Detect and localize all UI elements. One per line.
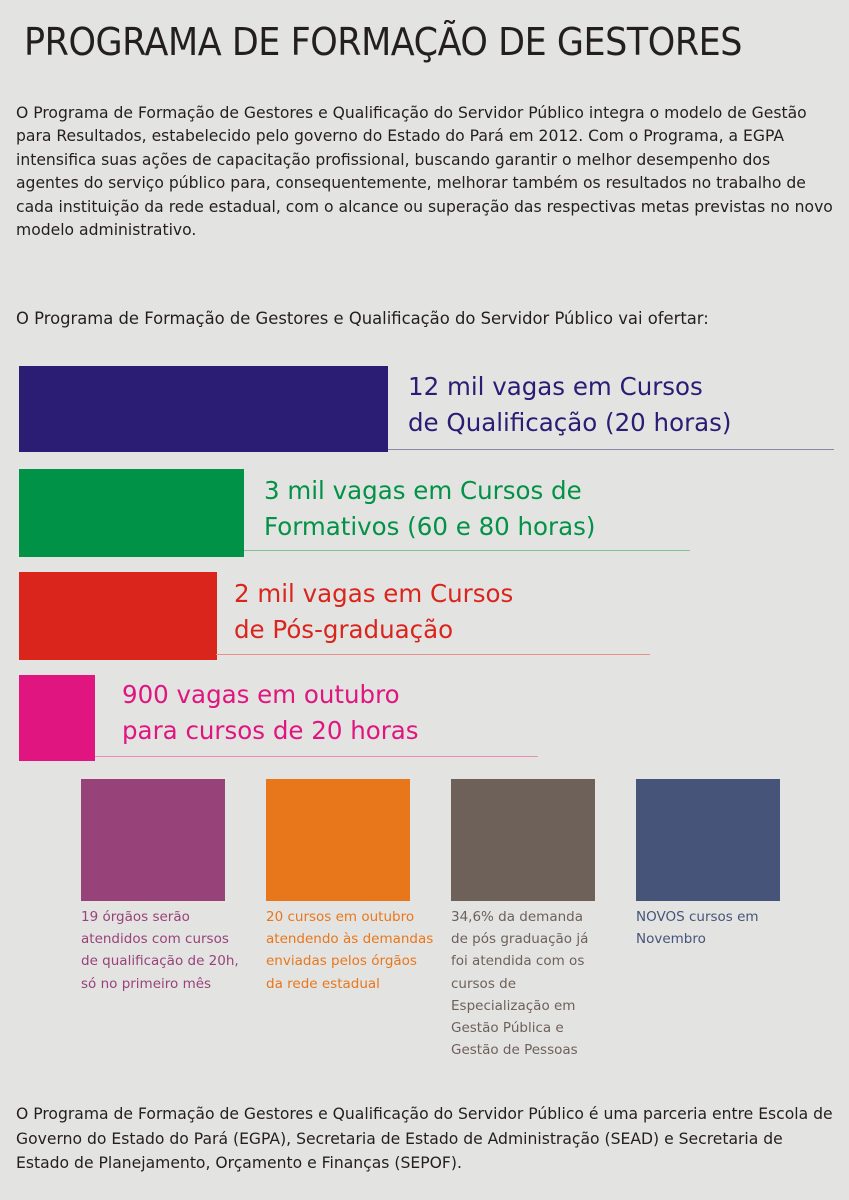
offer-underline-qualificacao	[388, 449, 834, 450]
offer-underline-pos-graduacao	[216, 654, 650, 655]
highlight-line: de qualificação de 20h,	[81, 953, 239, 970]
highlight-line: cursos de	[451, 975, 517, 992]
partnership-paragraph: O Programa de Formação de Gestores e Qualificação do Servidor Público é uma parceria entre Escola de Governo do Estado do Pará (EGPA), Secretaria de Estado de Administração (SEAD) e Secretaria de Estado de Planejamento, Orçamento e Finanças (SEPOF).	[16, 1105, 833, 1172]
highlight-line: atendidos com cursos	[81, 931, 229, 948]
offer-line-2: para cursos de 20 horas	[122, 716, 419, 745]
intro-paragraph: O Programa de Formação de Gestores e Qualificação do Servidor Público integra o modelo de Gestão para Resultados, estabelecido pelo governo do Estado do Pará em 2012. Com o Programa, a EGPA intensifica suas ações de capacitação profissional, buscando garantir o melhor desempenho dos agentes do serviço público para, consequentemente, melhorar também os resultados no trabalho de cada instituição da rede estadual, com o alcance ou superação das respectivas metas previstas no novo modelo administrativo.	[16, 104, 833, 240]
highlight-line: Gestão Pública e	[451, 1020, 564, 1037]
offer-bar-formativos	[19, 469, 244, 557]
offer-line-1: 2 mil vagas em Cursos	[234, 579, 514, 608]
highlight-square-orgaos	[81, 779, 225, 901]
offer-text-outubro	[122, 677, 419, 749]
offer-line-1: 900 vagas em outubro	[122, 680, 400, 709]
highlight-line: atendendo às demandas	[266, 931, 434, 948]
highlight-line: só no primeiro mês	[81, 975, 212, 992]
highlight-text-orgaos	[81, 906, 261, 995]
offer-text-pos-graduacao	[234, 576, 513, 648]
highlight-square-novembro	[636, 779, 780, 901]
highlight-line: Gestão de Pessoas	[451, 1042, 578, 1059]
highlight-line: enviadas pelos órgãos	[266, 953, 417, 970]
offer-line-1: 3 mil vagas em Cursos de	[264, 476, 582, 505]
offer-bar-qualificacao	[19, 366, 388, 452]
offer-text-qualificacao	[408, 369, 731, 441]
highlight-line: NOVOS cursos em	[636, 909, 759, 925]
page-title: PROGRAMA DE FORMAÇÃO DE GESTORES	[24, 20, 743, 64]
offer-underline-outubro	[95, 756, 538, 757]
highlight-line: 19 órgãos serão	[81, 909, 190, 925]
offer-line-2: Formativos (60 e 80 horas)	[264, 512, 596, 541]
highlight-text-demanda	[451, 906, 631, 1061]
highlight-line: Novembro	[636, 931, 706, 948]
highlight-line: foi atendida com os	[451, 953, 585, 970]
highlight-text-novembro	[636, 906, 816, 950]
highlight-square-demanda	[451, 779, 595, 901]
offer-lead-text: O Programa de Formação de Gestores e Qualificação do Servidor Público vai ofertar:	[16, 309, 709, 328]
offer-underline-formativos	[244, 550, 690, 551]
offer-line-2: de Qualificação (20 horas)	[408, 408, 732, 437]
highlight-line: da rede estadual	[266, 975, 380, 992]
offer-line-1: 12 mil vagas em Cursos	[408, 372, 703, 401]
offer-text-formativos	[264, 473, 595, 545]
highlight-text-cursos-outubro	[266, 906, 446, 995]
highlight-line: 20 cursos em outubro	[266, 909, 415, 925]
highlight-square-cursos-outubro	[266, 779, 410, 901]
offer-bar-outubro	[19, 675, 95, 761]
highlight-line: 34,6% da demanda	[451, 909, 584, 925]
offer-line-2: de Pós-graduação	[234, 615, 454, 644]
highlight-line: de pós graduação já	[451, 931, 589, 948]
offer-bar-pos-graduacao	[19, 572, 217, 660]
highlight-line: Especialização em	[451, 997, 576, 1014]
